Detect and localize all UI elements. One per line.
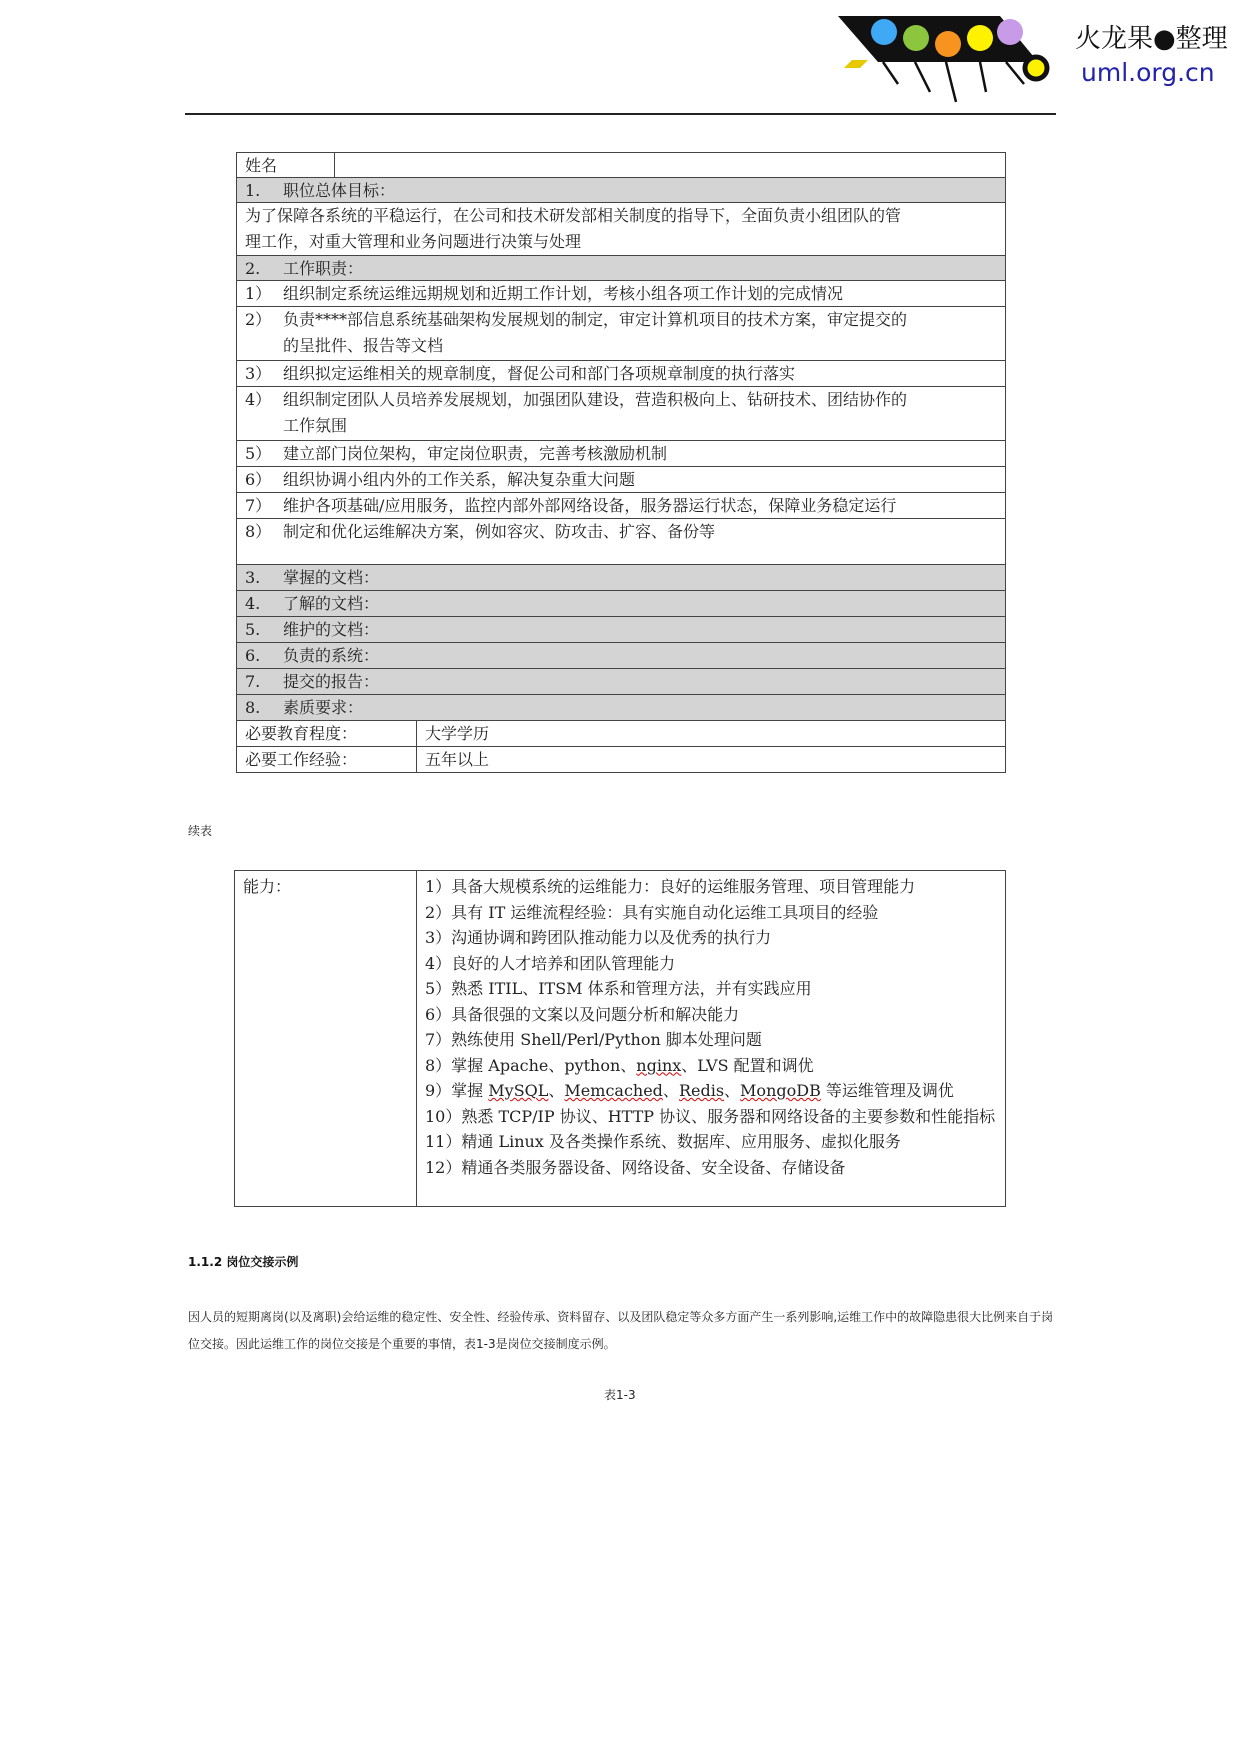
list-item: 10）熟悉 TCP/IP 协议、HTTP 协议、服务器和网络设备的主要参数和性能指标 (425, 1106, 996, 1126)
duty-row: 2） 负责****部信息系统基础架构发展规划的制定，审定计算机项目的技术方案，审定提交的 的呈批件、报告等文档 (237, 307, 1006, 361)
section-row: 1. 职位总体目标： (237, 178, 1006, 203)
ability-table (234, 870, 1006, 1207)
experience-label: 必要工作经验： (237, 747, 417, 773)
section-row: 6. 负责的系统： (237, 643, 1006, 669)
list-item: 11）精通 Linux 及各类操作系统、数据库、应用服务、虚拟化服务 (425, 1132, 901, 1151)
section-row: 2. 工作职责： (237, 256, 1006, 281)
name-row (237, 153, 1006, 178)
list-item: 5）熟悉 ITIL、ITSM 体系和管理方法，并有实践应用 (425, 979, 812, 998)
section-row: 8. 素质要求： (237, 695, 1006, 721)
list-item: 12）精通各类服务器设备、网络设备、安全设备、存储设备 (425, 1157, 846, 1177)
education-row (237, 721, 1006, 747)
section-row: 4. 了解的文档： (237, 591, 1006, 617)
list-item: 9）掌握 MySQL、Memcached、Redis、MongoDB 等运维管理及调优 (425, 1081, 954, 1100)
education-label: 必要教育程度： (237, 721, 417, 747)
section-row: 3. 掌握的文档： (237, 565, 1006, 591)
experience-value: 五年以上 (417, 747, 1006, 773)
section-row: 7. 提交的报告： (237, 669, 1006, 695)
experience-row (237, 747, 1006, 773)
table-caption: 表1-3 (604, 1388, 636, 1402)
continued-label: 续表 (188, 824, 213, 838)
duty-row: 1） 组织制定系统运维远期规划和近期工作计划，考核小组各项工作计划的完成情况 (237, 281, 1006, 307)
duty-row: 4） 组织制定团队人员培养发展规划，加强团队建设，营造积极向上、钻研技术、团结协作的 工作氛围 (237, 387, 1006, 441)
list-item: 2）具有 IT 运维流程经验：具有实施自动化运维工具项目的经验 (425, 902, 879, 922)
list-item: 7）熟练使用 Shell/Perl/Python 脚本处理问题 (425, 1030, 762, 1049)
list-item: 3）沟通协调和跨团队推动能力以及优秀的执行力 (425, 928, 772, 947)
list-item: 4）良好的人才培养和团队管理能力 (425, 953, 676, 973)
name-value (335, 153, 1006, 178)
header-divider (185, 113, 1056, 115)
goal-row: 为了保障各系统的平稳运行，在公司和技术研发部相关制度的指导下，全面负责小组团队的管 理工作，对重大管理和业务问题进行决策与处理 (237, 203, 1006, 256)
duty-row: 5） 建立部门岗位架构，审定岗位职责，完善考核激励机制 (237, 441, 1006, 467)
section-heading: 1.1.2 岗位交接示例 (188, 1255, 299, 1269)
education-value: 大学学历 (417, 721, 1006, 747)
name-label: 姓名 (237, 153, 335, 178)
list-item: 6）具备很强的文案以及问题分析和解决能力 (425, 1004, 740, 1024)
section-row: 5. 维护的文档： (237, 617, 1006, 643)
list-item: 1）具备大规模系统的运维能力：良好的运维服务管理、项目管理能力 (425, 877, 916, 896)
duty-row: 8） 制定和优化运维解决方案，例如容灾、防攻击、扩容、备份等 (237, 519, 1006, 565)
ability-row (235, 871, 1006, 1207)
dragonfruit-logo-icon (838, 12, 1060, 108)
section-title: 职位总体目标： (283, 181, 396, 200)
ability-list (417, 871, 1006, 1207)
body-paragraph: 因人员的短期离岗(以及离职)会给运维的稳定性、安全性、经验传承、资料留存、以及团队稳定等众多方面产生一系列影响,运维工作中的故障隐患很大比例来自于岗位交接。因此运维工作的岗位交接是个重要的事情，表1-3是岗位交接制度示例。 (188, 1310, 1054, 1351)
duty-row: 3） 组织拟定运维相关的规章制度，督促公司和部门各项规章制度的执行落实 (237, 361, 1006, 387)
brand-url: uml.org.cn (1081, 58, 1215, 87)
brand-name: 火龙果●整理 (1075, 24, 1228, 54)
duty-row: 6） 组织协调小组内外的工作关系，解决复杂重大问题 (237, 467, 1006, 493)
list-item: 8）掌握 Apache、python、nginx、LVS 配置和调优 (425, 1055, 814, 1075)
ability-label: 能力： (235, 871, 417, 1207)
job-description-table (236, 152, 1006, 773)
duty-row: 7） 维护各项基础/应用服务，监控内部外部网络设备，服务器运行状态，保障业务稳定运行 (237, 493, 1006, 519)
section-title: 工作职责： (283, 259, 364, 278)
